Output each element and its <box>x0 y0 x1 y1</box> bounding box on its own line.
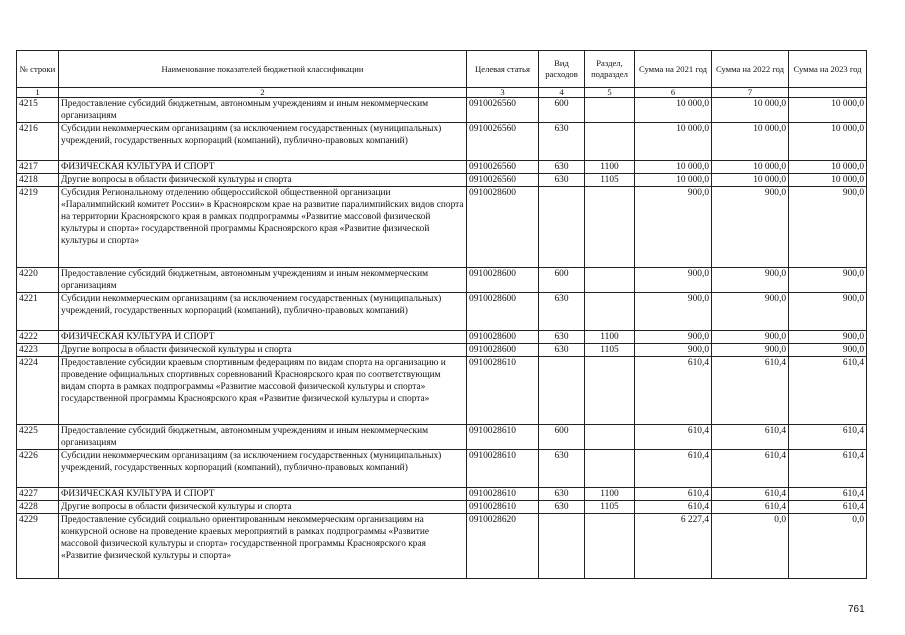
amount-2023-cell: 10 000,0 <box>789 98 867 123</box>
amount-2023-cell: 610,4 <box>789 501 867 514</box>
amount-2022-cell: 10 000,0 <box>712 98 789 123</box>
section-cell <box>585 123 635 161</box>
amount-2022-cell: 0,0 <box>712 514 789 579</box>
indicator-name-cell: ФИЗИЧЕСКАЯ КУЛЬТУРА И СПОРТ <box>59 488 467 501</box>
indicator-name-cell: Субсидии некоммерческим организациям (за исключением государственных (муниципальных) учреждений, государственных корпораций (компаний), публично-правовых компаний) <box>59 293 467 331</box>
indicator-name-cell: Предоставление субсидий социально ориентированным некоммерческим организациям на конкурсной основе на проведение краевых мероприятий в рамках подпрограммы «Развитие массовой физической культуры и спорта» государственной программы Красноярского края «Развитие физической культуры и спорта» <box>59 514 467 579</box>
row-number-cell: 4218 <box>17 174 59 187</box>
amount-2021-cell: 900,0 <box>635 187 712 268</box>
target-article-cell: 0910028600 <box>467 331 539 344</box>
header-section: Раздел, подраздел <box>585 51 635 88</box>
row-number-cell: 4229 <box>17 514 59 579</box>
amount-2022-cell: 10 000,0 <box>712 161 789 174</box>
table-row <box>17 268 867 293</box>
table-row <box>17 98 867 123</box>
section-cell: 1100 <box>585 488 635 501</box>
target-article-cell: 0910028610 <box>467 450 539 488</box>
target-article-cell: 0910028600 <box>467 293 539 331</box>
amount-2021-cell: 6 227,4 <box>635 514 712 579</box>
amount-2021-cell: 900,0 <box>635 331 712 344</box>
expense-type-cell: 630 <box>539 488 585 501</box>
target-article-cell: 0910028610 <box>467 425 539 450</box>
amount-2021-cell: 610,4 <box>635 357 712 425</box>
expense-type-cell: 630 <box>539 450 585 488</box>
row-number-cell: 4220 <box>17 268 59 293</box>
amount-2022-cell: 610,4 <box>712 501 789 514</box>
amount-2021-cell: 610,4 <box>635 501 712 514</box>
header-amount-2022: Сумма на 2022 год <box>712 51 789 88</box>
amount-2023-cell: 900,0 <box>789 331 867 344</box>
amount-2023-cell: 10 000,0 <box>789 161 867 174</box>
header-expense-type: Вид расходов <box>539 51 585 88</box>
target-article-cell: 0910028610 <box>467 488 539 501</box>
expense-type-cell: 630 <box>539 174 585 187</box>
amount-2021-cell: 10 000,0 <box>635 161 712 174</box>
amount-2021-cell: 900,0 <box>635 268 712 293</box>
header-target-article: Целевая статья <box>467 51 539 88</box>
column-number: 4 <box>539 88 585 98</box>
section-cell <box>585 450 635 488</box>
target-article-cell: 0910028620 <box>467 514 539 579</box>
amount-2021-cell: 900,0 <box>635 293 712 331</box>
target-article-cell: 0910028600 <box>467 268 539 293</box>
amount-2023-cell: 900,0 <box>789 268 867 293</box>
row-number-cell: 4222 <box>17 331 59 344</box>
target-article-cell: 0910026560 <box>467 174 539 187</box>
expense-type-cell: 600 <box>539 425 585 450</box>
amount-2022-cell: 900,0 <box>712 293 789 331</box>
section-cell <box>585 187 635 268</box>
row-number-cell: 4226 <box>17 450 59 488</box>
expense-type-cell: 630 <box>539 293 585 331</box>
section-cell <box>585 425 635 450</box>
amount-2021-cell: 610,4 <box>635 425 712 450</box>
amount-2022-cell: 900,0 <box>712 187 789 268</box>
amount-2021-cell: 10 000,0 <box>635 174 712 187</box>
indicator-name-cell: Предоставление субсидий бюджетным, автономным учреждениям и иным некоммерческим организациям <box>59 425 467 450</box>
amount-2021-cell: 900,0 <box>635 344 712 357</box>
table-row <box>17 514 867 579</box>
section-cell: 1100 <box>585 161 635 174</box>
row-number-cell: 4216 <box>17 123 59 161</box>
amount-2021-cell: 610,4 <box>635 450 712 488</box>
header-indicator-name: Наименование показателей бюджетной классификации <box>59 51 467 88</box>
table-row <box>17 331 867 344</box>
amount-2022-cell: 10 000,0 <box>712 174 789 187</box>
table-row <box>17 357 867 425</box>
amount-2023-cell: 0,0 <box>789 514 867 579</box>
row-number-cell: 4228 <box>17 501 59 514</box>
section-cell <box>585 98 635 123</box>
amount-2023-cell: 610,4 <box>789 357 867 425</box>
indicator-name-cell: Субсидии некоммерческим организациям (за исключением государственных (муниципальных) учреждений, государственных корпораций (компаний), публично-правовых компаний) <box>59 450 467 488</box>
table-row <box>17 293 867 331</box>
target-article-cell: 0910028610 <box>467 501 539 514</box>
budget-table <box>16 50 867 579</box>
amount-2021-cell: 10 000,0 <box>635 123 712 161</box>
amount-2021-cell: 610,4 <box>635 488 712 501</box>
amount-2022-cell: 10 000,0 <box>712 123 789 161</box>
amount-2023-cell: 900,0 <box>789 293 867 331</box>
page-number: 761 <box>848 604 865 615</box>
table-row <box>17 425 867 450</box>
table-row <box>17 344 867 357</box>
expense-type-cell: 630 <box>539 344 585 357</box>
target-article-cell: 0910026560 <box>467 161 539 174</box>
table-row <box>17 450 867 488</box>
indicator-name-cell: Другие вопросы в области физической культуры и спорта <box>59 501 467 514</box>
header-row-number: № строки <box>17 51 59 88</box>
column-number-row <box>17 88 867 98</box>
expense-type-cell: 630 <box>539 161 585 174</box>
expense-type-cell: 630 <box>539 123 585 161</box>
column-number: 3 <box>467 88 539 98</box>
table-row <box>17 501 867 514</box>
column-number: 2 <box>59 88 467 98</box>
amount-2023-cell: 900,0 <box>789 187 867 268</box>
expense-type-cell: 630 <box>539 331 585 344</box>
amount-2022-cell: 610,4 <box>712 450 789 488</box>
expense-type-cell <box>539 187 585 268</box>
table-row <box>17 123 867 161</box>
section-cell <box>585 293 635 331</box>
section-cell <box>585 514 635 579</box>
section-cell <box>585 268 635 293</box>
amount-2023-cell: 610,4 <box>789 450 867 488</box>
row-number-cell: 4217 <box>17 161 59 174</box>
expense-type-cell: 600 <box>539 98 585 123</box>
amount-2022-cell: 610,4 <box>712 425 789 450</box>
target-article-cell: 0910028600 <box>467 344 539 357</box>
section-cell: 1105 <box>585 501 635 514</box>
indicator-name-cell: Предоставление субсидий бюджетным, автономным учреждениям и иным некоммерческим организациям <box>59 98 467 123</box>
column-number <box>789 88 867 98</box>
row-number-cell: 4221 <box>17 293 59 331</box>
indicator-name-cell: Субсидия Региональному отделению общероссийской общественной организации «Паралимпийский комитет России» в Красноярском крае на развитие паралимпийских видов спорта на территории Красноярского края в рамках подпрограммы «Развитие массовой физической культуры и спорта» государственной программы Красноярского края «Развитие физической культуры и спорта» <box>59 187 467 268</box>
amount-2022-cell: 900,0 <box>712 344 789 357</box>
target-article-cell: 0910028600 <box>467 187 539 268</box>
amount-2022-cell: 900,0 <box>712 268 789 293</box>
row-number-cell: 4223 <box>17 344 59 357</box>
target-article-cell: 0910026560 <box>467 123 539 161</box>
expense-type-cell <box>539 357 585 425</box>
header-row <box>17 51 867 88</box>
expense-type-cell: 600 <box>539 268 585 293</box>
amount-2021-cell: 10 000,0 <box>635 98 712 123</box>
row-number-cell: 4224 <box>17 357 59 425</box>
section-cell: 1105 <box>585 344 635 357</box>
section-cell: 1105 <box>585 174 635 187</box>
indicator-name-cell: Другие вопросы в области физической культуры и спорта <box>59 344 467 357</box>
table-row <box>17 488 867 501</box>
amount-2022-cell: 900,0 <box>712 331 789 344</box>
row-number-cell: 4215 <box>17 98 59 123</box>
table-body <box>17 98 867 579</box>
row-number-cell: 4219 <box>17 187 59 268</box>
section-cell: 1100 <box>585 331 635 344</box>
header-amount-2023: Сумма на 2023 год <box>789 51 867 88</box>
section-cell <box>585 357 635 425</box>
amount-2022-cell: 610,4 <box>712 488 789 501</box>
amount-2023-cell: 10 000,0 <box>789 174 867 187</box>
target-article-cell: 0910028610 <box>467 357 539 425</box>
indicator-name-cell: Предоставление субсидии краевым спортивным федерациям по видам спорта на организацию и проведение официальных спортивных соревнований Красноярского края по соответствующим видам спорта в рамках подпрограммы «Развитие массовой физической культуры и спорта» государственной программы Красноярского края «Развитие физической культуры и спорта» <box>59 357 467 425</box>
header-amount-2021: Сумма на 2021 год <box>635 51 712 88</box>
amount-2023-cell: 610,4 <box>789 488 867 501</box>
table-row <box>17 161 867 174</box>
column-number: 6 <box>635 88 712 98</box>
amount-2023-cell: 610,4 <box>789 425 867 450</box>
table-row <box>17 174 867 187</box>
indicator-name-cell: Другие вопросы в области физической культуры и спорта <box>59 174 467 187</box>
row-number-cell: 4227 <box>17 488 59 501</box>
column-number: 1 <box>17 88 59 98</box>
column-number: 5 <box>585 88 635 98</box>
row-number-cell: 4225 <box>17 425 59 450</box>
amount-2023-cell: 10 000,0 <box>789 123 867 161</box>
expense-type-cell: 630 <box>539 501 585 514</box>
indicator-name-cell: Предоставление субсидий бюджетным, автономным учреждениям и иным некоммерческим организациям <box>59 268 467 293</box>
indicator-name-cell: ФИЗИЧЕСКАЯ КУЛЬТУРА И СПОРТ <box>59 331 467 344</box>
indicator-name-cell: Субсидии некоммерческим организациям (за исключением государственных (муниципальных) учреждений, государственных корпораций (компаний), публично-правовых компаний) <box>59 123 467 161</box>
column-number: 7 <box>712 88 789 98</box>
expense-type-cell <box>539 514 585 579</box>
target-article-cell: 0910026560 <box>467 98 539 123</box>
amount-2022-cell: 610,4 <box>712 357 789 425</box>
table-row <box>17 187 867 268</box>
amount-2023-cell: 900,0 <box>789 344 867 357</box>
indicator-name-cell: ФИЗИЧЕСКАЯ КУЛЬТУРА И СПОРТ <box>59 161 467 174</box>
